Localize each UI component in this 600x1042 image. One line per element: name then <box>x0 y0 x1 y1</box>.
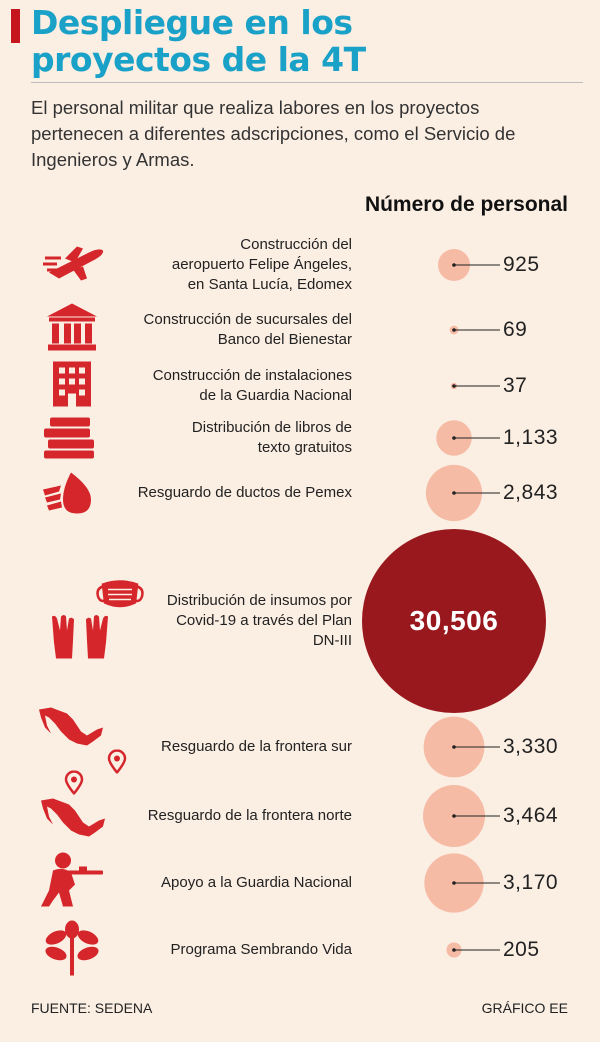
value-label-5: 2,843 <box>503 481 559 504</box>
value-label-9: 3,170 <box>503 871 559 894</box>
pin-north-icon <box>64 771 84 800</box>
source-note: FUENTE: SEDENA <box>31 1000 153 1016</box>
leader-dot-3 <box>452 384 456 388</box>
leader-dot-10 <box>452 948 456 952</box>
soldier-icon <box>39 851 105 914</box>
value-label-3: 37 <box>503 374 528 397</box>
pemex-eagle-icon <box>41 470 99 521</box>
value-label-2: 69 <box>503 318 528 341</box>
category-label-7: Resguardo de la frontera sur <box>161 738 352 755</box>
leader-dot-2 <box>452 328 456 332</box>
leader-dot-8 <box>452 814 456 818</box>
category-label-1: Construcción del aeropuerto Felipe Ángeles, en Santa Lucía, Edomex <box>171 236 352 293</box>
highlight-value: 30,506 <box>409 605 499 636</box>
mexico-map-north-icon <box>39 795 109 850</box>
category-label-10: Programa Sembrando Vida <box>170 941 352 958</box>
category-label-3: Construcción de instalaciones de la Guardia Nacional <box>152 367 352 404</box>
plant-icon <box>40 920 104 981</box>
category-label-4: Distribución de libros de texto gratuitos <box>191 419 352 456</box>
title-line-1: Despliegue en los <box>31 3 353 42</box>
mexico-map-icon <box>37 706 107 761</box>
airplane-icon <box>43 243 107 288</box>
subtitle: El personal militar que realiza labores en los proyectos pertenecen a diferentes adscripciones, como el Servicio de Ingenieros y Armas. <box>31 97 516 170</box>
graphic-credit: GRÁFICO EE <box>481 1000 568 1016</box>
pin-south-icon <box>107 750 127 779</box>
value-label-4: 1,133 <box>503 426 559 449</box>
value-label-8: 3,464 <box>503 804 559 827</box>
category-label-2: Construcción de sucursales del Banco del Bienestar <box>143 311 352 348</box>
value-label-10: 205 <box>503 938 540 961</box>
value-label-7: 3,330 <box>503 735 559 758</box>
value-label-1: 925 <box>503 253 540 276</box>
leader-dot-4 <box>452 436 456 440</box>
title-line-2: proyectos de la 4T <box>31 40 366 79</box>
building-icon <box>51 360 93 413</box>
leader-dot-9 <box>452 881 456 885</box>
leader-dot-7 <box>452 745 456 749</box>
category-label-6: Distribución de insumos por Covid-19 a través del Plan DN-III <box>166 592 352 649</box>
category-label-8: Resguardo de la frontera norte <box>147 807 352 824</box>
leader-dot-5 <box>452 491 456 495</box>
column-header: Número de personal <box>364 193 568 216</box>
bank-icon <box>46 303 98 358</box>
leader-dot-1 <box>452 263 456 267</box>
gloves-icon <box>48 611 112 666</box>
category-label-9: Apoyo a la Guardia Nacional <box>161 874 352 891</box>
category-label-5: Resguardo de ductos de Pemex <box>137 484 352 501</box>
books-icon <box>42 416 98 465</box>
